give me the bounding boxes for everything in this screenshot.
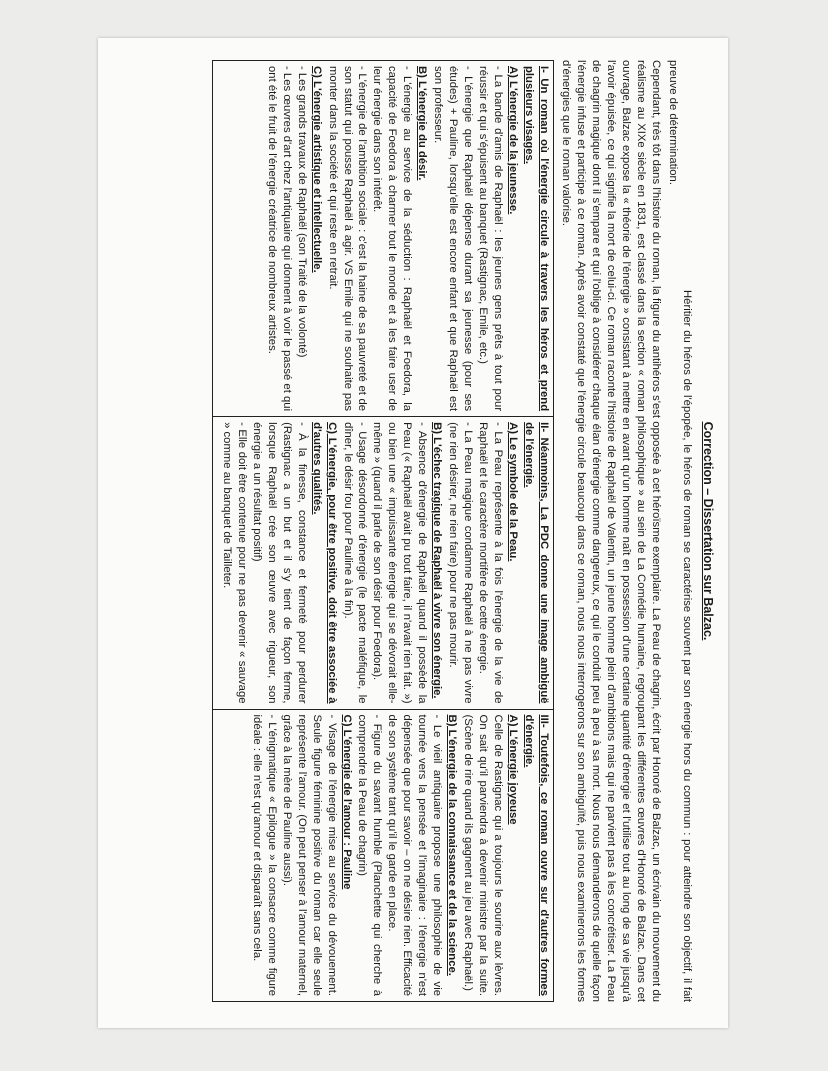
section-subheading: B) L'énergie de la connaissance et de la science. (445, 714, 458, 976)
rotated-content (98, 38, 728, 1028)
outline-table (212, 60, 554, 1002)
section-subheading: C) L'énergie artistique et intellectuelle. (310, 66, 323, 273)
section-item: - Visage de l'énergie mise au service du dévouement. Seule figure féminine positive du roman car elle seule représente l'amour. (On peut penser à l'amour maternel, grâce à la mère de Pauline aussi). (280, 714, 338, 996)
introduction (558, 60, 694, 1002)
intro-paragraph: Héritier du héros de l'épopée, le héros de roman se caractérise souvent par son énergie hors du commun : pour atteindre son objectif, il fait preuve de détermination. (666, 60, 694, 1002)
section-subheading: C) L'énergie, pour être positive, doit être associée à d'autres qualités. (310, 422, 338, 704)
section-item: - La Peau magique condamne Raphaël à ne pas vivre (ne rien désirer, ne rien faire) pour ne pas mourir. (446, 422, 474, 704)
section-item: - Absence d'énergie de Raphaël quand il possède la Peau (« Raphaël avait pu tout faire, il n'avait rien fait. ») ou bien une « impuissante énergie qui se dévorait elle-même » (quand il parle de son désir pour Foedora). (371, 422, 429, 704)
section-item: - Les grands travaux de Raphaël (son Traité de la volonté) (295, 66, 308, 358)
scanned-page (98, 38, 728, 1028)
section-item: - L'énigmatique « Epilogue » la consacre comme figure idéale : elle n'est qu'amour et disparaît sans cela. (251, 714, 279, 996)
section-item: Celle de Rastignac qui a toujours le sourire aux lèvres. On sait qu'il parviendra à devenir ministre par la suite. (Scène de rire quand ils gagnent au jeu avec Raphaël.) (461, 714, 504, 996)
section-item: - L'énergie de l'ambition sociale : c'est la haine de sa pauvreté et de son statut qui pousse Raphaël à agir. VS Emile qui ne souhaite pas monter dans la société et qui reste en retrait. (326, 66, 369, 412)
section-item: - La Peau représente à la fois l'énergie de la vie de Raphaël et le caractère mortifère de cette énergie. (476, 422, 504, 704)
section-item: - Usage désordonné d'énergie (le pacte maléfique, le dîner, le désir fou pour Pauline à la fin). (341, 422, 369, 704)
section-item: - La bande d'amis de Raphaël : les jeunes gens prêts à tout pour réussir et qui s'épuisent au banquet (Rastignac, Emile, etc.) (476, 66, 504, 412)
section-subheading: A) L'énergie de la jeunesse. (506, 66, 519, 215)
intro-paragraph: Cependant, très tôt dans l'histoire du roman, la figure du antihéros s'est opposée à cet héroïsme exemplaire. La Peau de chagrin, écrit par Honoré de Balzac, un écrivain du mouvement du réalisme au XIXe siècle en 1831, est classé dans la section « roman philosophique » au sein de La Comédie humaine, regroupant les différentes œuvres d'Honoré de Balzac. Dans cet ouvrage, Balzac expose la « théorie de l'énergie » consistant à mettre en avant qu'un homme naît en possession d'une certaine quantité d'énergie et l'utilise tout au long de sa vie jusqu'à l'avoir épuisée, ce qui signifie la mort de celui-ci. Ce roman raconte l'histoire de Raphaël de Valentin, un jeune homme plein d'ambitions mais qui ne parvient pas à les concrétiser. La Peau de chagrin magique dont il s'empare et qui l'oblige à considérer chaque élan d'énergie comme dangereux, ce qui le conduit peu à peu à sa mort. Nous nous demanderons de quelle façon l'énergie infuse et participe à ce roman. Après avoir constaté que l'énergie circule beaucoup dans ce roman, nous nous interrogerons sur son ambiguïté, puis nous examinerons les formes d'énergies que le roman valorise. (560, 60, 662, 1002)
section-subheading: A) Le symbole de la Peau. (506, 422, 519, 562)
part-one-column (213, 61, 554, 417)
section-subheading: A) L'énergie joyeuse (506, 714, 519, 825)
section-item: - Elle doit être contenue pour ne pas devenir « sauvage » comme au banquet de Tailleter. (221, 422, 249, 704)
document-title: Correction – Dissertation sur Balzac. (701, 421, 715, 641)
section-item: - À la finesse, constance et fermeté pour perdurer (Rastignac a un but et il s'y tient de façon ferme, lorsque Raphaël crée son œuvre avec rigueur, son énergie a un résultat positif) (251, 422, 308, 704)
section-item: - Le vieil antiquaire propose une philosophie de vie tournée vers la pensée et l'imaginaire : l'énergie n'est dépensée que pour savoir – on ne désire rien. Efficacité de son système tant qu'il le garde en place. (386, 714, 443, 996)
section-item: - Figure du savant humble (Planchette qui cherche à comprendre la Peau de chagrin) (356, 714, 384, 996)
section-subheading: B) L'énergie du désir. (416, 66, 429, 181)
section-item: - L'énergie au service de la séduction : Raphaël et Foedora, la capacité de Foedora à charmer tout le monde et à les faire user de leur énergie dans son intérêt. (371, 66, 414, 412)
section-item: - Les œuvres d'art chez l'antiquaire qui donnent à voir le passé et qui ont été le fruit de l'énergie créatrice de nombreux artistes. (266, 66, 293, 412)
part-heading: II- Néanmoins, La PDC donne une image ambiguë de l'énergie. (523, 422, 551, 704)
section-item: - L'énergie que Raphaël dépense durant sa jeunesse (pour ses études) + Pauline, lorsqu'elle est encore enfant et que Raphaël est son professeur. (432, 66, 474, 412)
part-three-column (213, 709, 554, 1001)
part-heading: III- Toutefois, ce roman ouvre sur d'autres formes d'énergie. (523, 714, 551, 996)
part-two-column (213, 417, 554, 709)
section-subheading: B) L'échec tragique de Raphaël à vivre son énergie. (431, 422, 443, 699)
section-subheading: C) L'énergie de l'amour : Pauline (340, 714, 353, 890)
part-heading: I- Un roman où l'énergie circule à travers les héros et prend plusieurs visages. (523, 66, 551, 412)
